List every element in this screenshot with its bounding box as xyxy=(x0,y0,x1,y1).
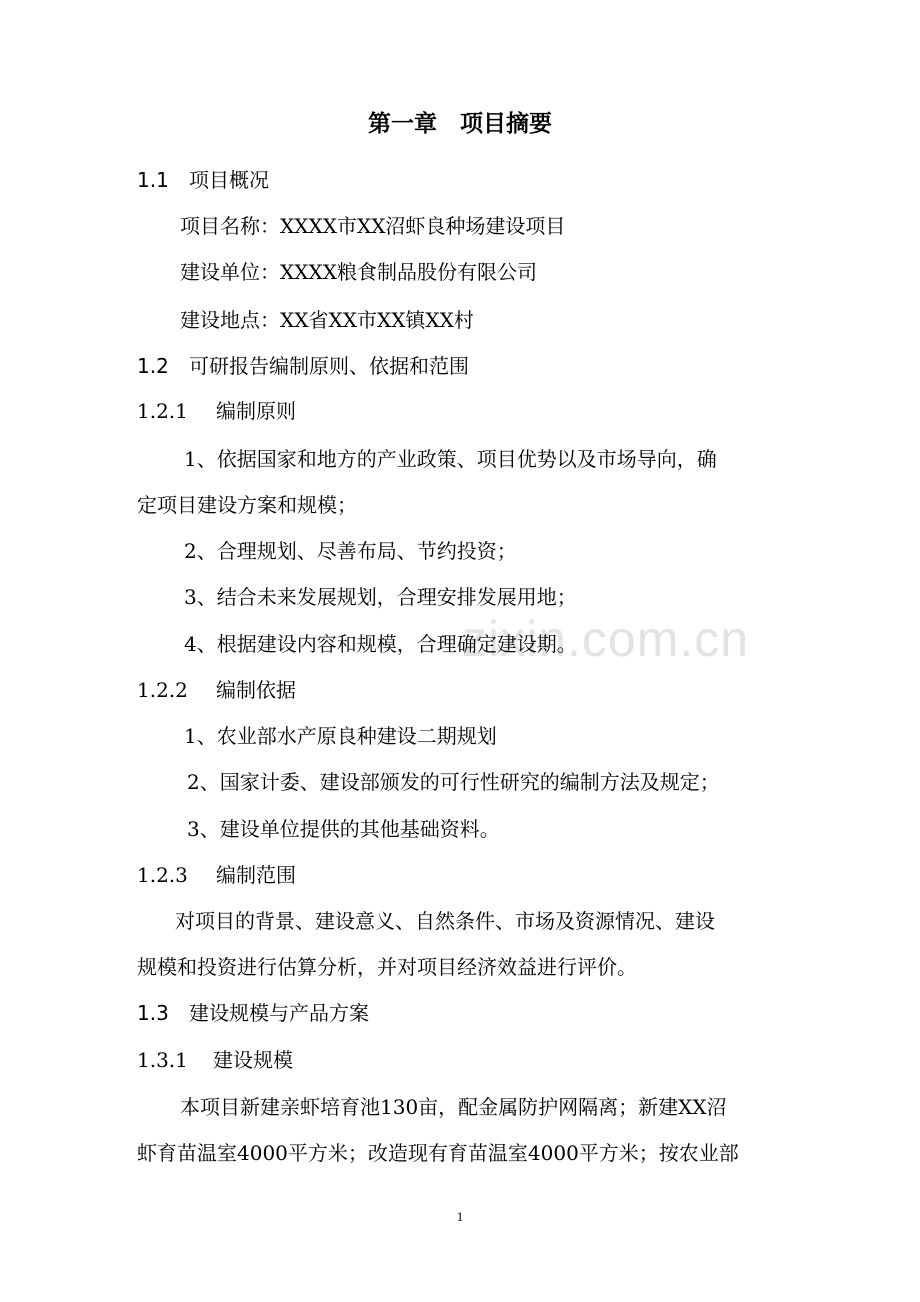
principle-1-line-2: 定项目建设方案和规模； xyxy=(137,493,357,517)
chapter-title: 第一章 项目摘要 xyxy=(368,111,552,137)
basis-3: 3、建设单位提供的其他基础资料。 xyxy=(187,817,500,841)
section-number: 1.1 xyxy=(137,168,169,192)
basis-1: 1、农业部水产原良种建设二期规划 xyxy=(184,724,497,748)
section-title: 建设规模 xyxy=(213,1048,293,1072)
basis-2: 2、国家计委、建设部颁发的可行性研究的编制方法及规定； xyxy=(187,770,720,794)
scale-line-2: 虾育苗温室4000平方米；改造现有育苗温室4000平方米；按农业部 xyxy=(137,1141,739,1165)
scope-line-2: 规模和投资进行估算分析，并对项目经济效益进行评价。 xyxy=(137,955,637,979)
section-1-3-heading xyxy=(137,1001,369,1025)
section-number: 1.3 xyxy=(137,1001,169,1025)
principle-1-line-1: 1、依据国家和地方的产业政策、项目优势以及市场导向，确 xyxy=(184,447,717,471)
section-1-2-1-heading xyxy=(137,399,296,423)
principle-2: 2、合理规划、尽善布局、节约投资； xyxy=(184,539,517,563)
project-name-line: 项目名称：XXXX市XX沼虾良种场建设项目 xyxy=(180,214,566,238)
section-1-1-heading xyxy=(137,168,269,192)
principle-3: 3、结合未来发展规划，合理安排发展用地； xyxy=(184,585,577,609)
section-number: 1.2.3 xyxy=(137,863,188,887)
section-title: 建设规模与产品方案 xyxy=(189,1001,369,1025)
construction-location-line: 建设地点：XX省XX市XX镇XX村 xyxy=(180,308,474,332)
section-number: 1.3.1 xyxy=(137,1048,188,1072)
section-1-3-1-heading xyxy=(137,1048,293,1072)
scale-line-1: 本项目新建亲虾培育池130亩，配金属防护网隔离；新建XX沼 xyxy=(180,1095,727,1119)
section-number: 1.2.1 xyxy=(137,399,188,423)
section-1-2-2-heading xyxy=(137,678,296,702)
section-title: 项目概况 xyxy=(189,168,269,192)
page-number: 1 xyxy=(456,1209,464,1224)
section-1-2-heading xyxy=(137,354,469,378)
section-title: 可研报告编制原则、依据和范围 xyxy=(189,354,469,378)
section-1-2-3-heading xyxy=(137,863,296,887)
construction-unit-line: 建设单位：XXXX粮食制品股份有限公司 xyxy=(180,260,537,284)
section-title: 编制依据 xyxy=(216,678,296,702)
scope-line-1: 对项目的背景、建设意义、自然条件、市场及资源情况、建设 xyxy=(175,909,715,933)
section-title: 编制原则 xyxy=(216,399,296,423)
section-number: 1.2.2 xyxy=(137,678,188,702)
watermark: zixin.com.cn xyxy=(462,611,750,667)
principle-4: 4、根据建设内容和规模，合理确定建设期。 xyxy=(184,632,577,656)
section-number: 1.2 xyxy=(137,354,169,378)
section-title: 编制范围 xyxy=(216,863,296,887)
